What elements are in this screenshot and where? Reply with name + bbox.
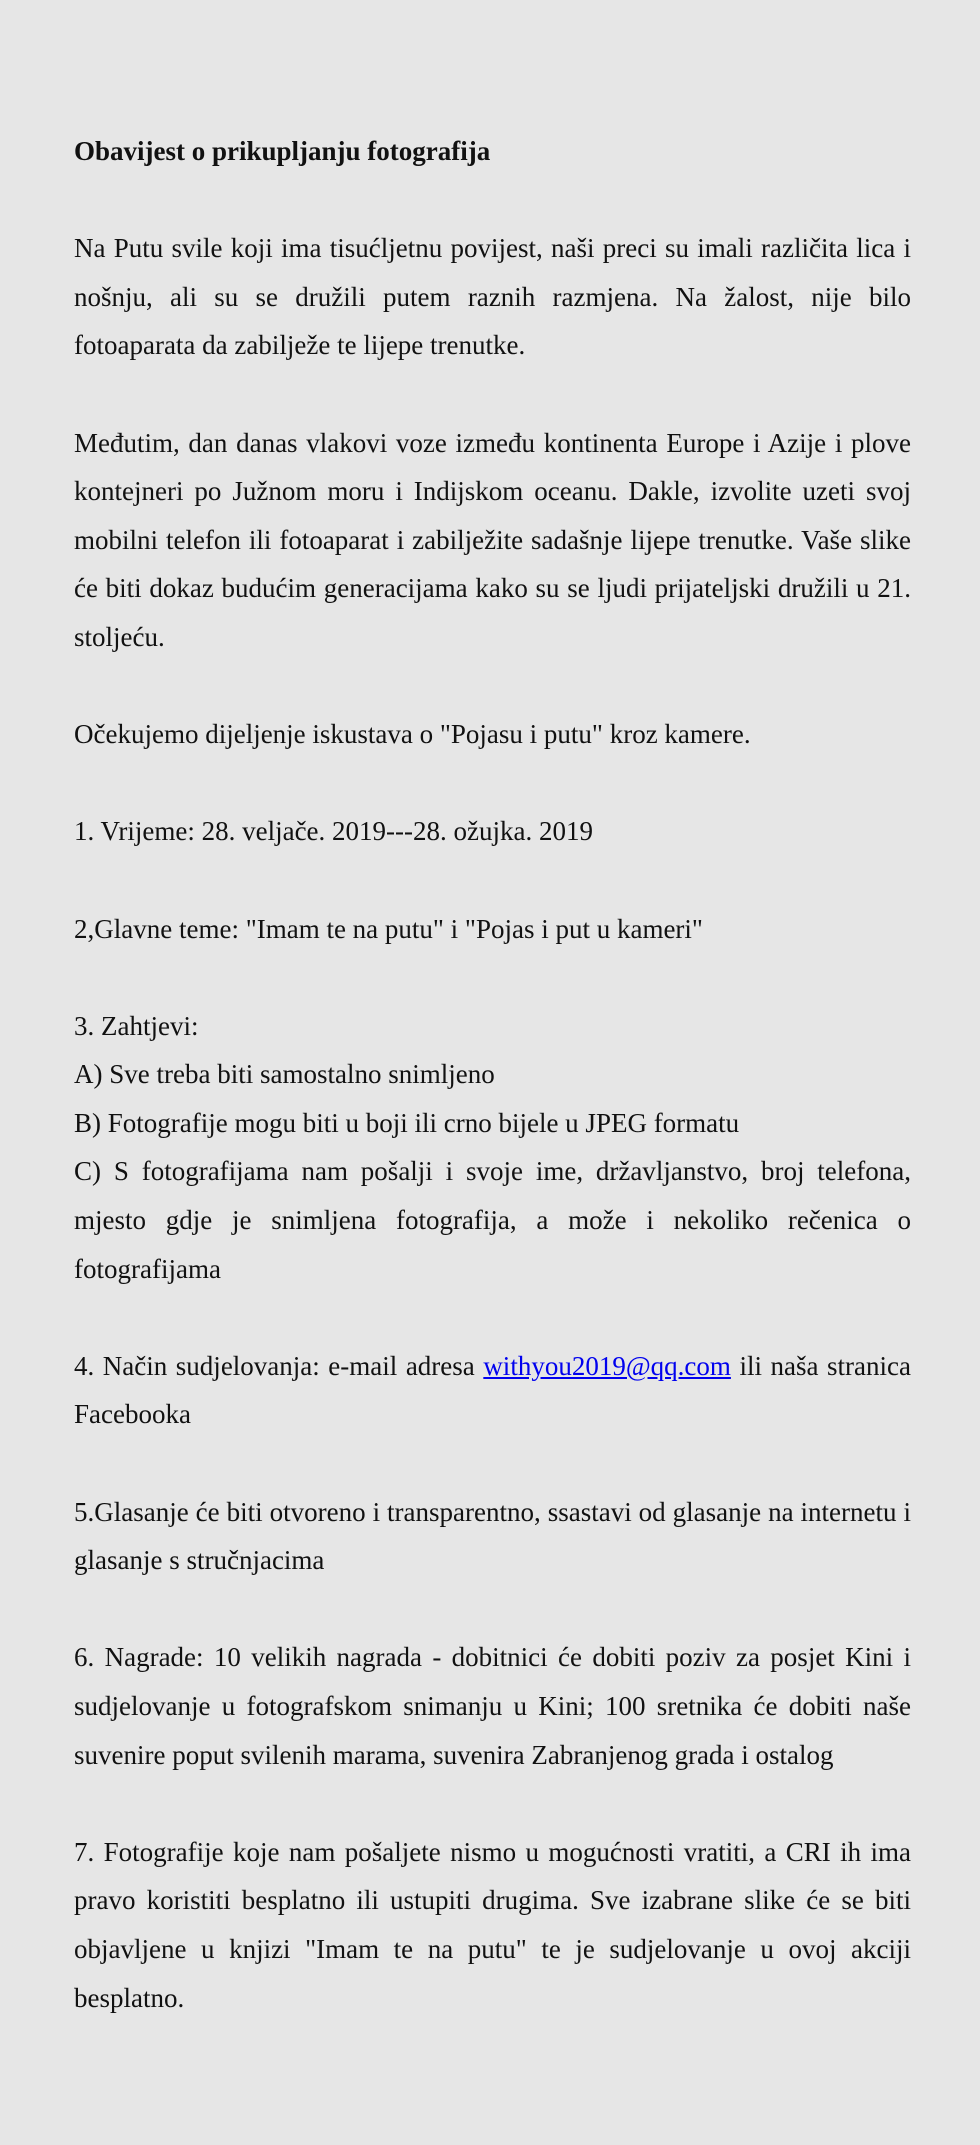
participation-item	[74, 1342, 911, 1439]
requirement-a: A) Sve treba biti samostalno snimljeno	[74, 1059, 495, 1090]
intro-paragraph-3: Očekujemo dijeljenje iskustava o "Pojasu i putu" kroz kamere.	[74, 719, 751, 750]
participation-prefix: 4. Način sudjelovanja: e-mail adresa	[74, 1350, 484, 1381]
email-link[interactable]: withyou2019@qq.com	[483, 1350, 731, 1381]
rights-item: 7. Fotografije koje nam pošaljete nismo u mogućnosti vratiti, a CRI ih ima pravo koristiti besplatno ili ustupiti drugima. Sve izabrane slike će se biti objavljene u knjizi "Imam te na putu" te je sudjelovanje u ovoj akciji besplatno.	[74, 1836, 911, 2013]
requirements-heading: 3. Zahtjevi:	[74, 1010, 199, 1041]
page-title: Obavijest o prikupljanju fotografija	[74, 136, 491, 166]
voting-item: 5.Glasanje će biti otvoreno i transparentno, ssastavi od glasanje na internetu i glasanje s stručnjacima	[74, 1496, 911, 1576]
requirement-b: B) Fotografije mogu biti u boji ili crno bijele u JPEG formatu	[74, 1107, 740, 1138]
requirements-section	[74, 1002, 911, 1294]
requirement-c: C) S fotografijama nam pošalji i svoje ime, državljanstvo, broj telefona, mjesto gdje je snimljena fotografija, a može i nekoliko rečenica o fotografijama	[74, 1156, 911, 1284]
intro-paragraph-1: Na Putu svile koji ima tisućljetnu povijest, naši preci su imali različita lica i nošnju, ali su se družili putem raznih razmjena. Na žalost, nije bilo fotoaparata da zabilježe te lijepe trenutke.	[74, 233, 911, 361]
themes-item: 2,Glavne teme: "Imam te na putu" i "Pojas i put u kameri"	[74, 913, 703, 944]
time-item: 1. Vrijeme: 28. veljače. 2019---28. ožujka. 2019	[74, 816, 593, 847]
awards-item: 6. Nagrade: 10 velikih nagrada - dobitnici će dobiti poziv za posjet Kini i sudjelovanje u fotografskom snimanju u Kini; 100 sretnika će dobiti naše suvenire poput svilenih marama, suvenira Zabranjenog grada i ostalog	[74, 1642, 911, 1770]
participation-suffix: ili naša stranica Facebooka	[74, 1350, 911, 1430]
intro-paragraph-2: Međutim, dan danas vlakovi voze između kontinenta Europe i Azije i plove kontejneri po Južnom moru i Indijskom oceanu. Dakle, izvolite uzeti svoj mobilni telefon ili fotoaparat i zabilježite sadašnje lijepe trenutke. Vaše slike će biti dokaz budućim generacijama kako su se ljudi prijateljski družili u 21. stoljeću.	[74, 427, 911, 652]
